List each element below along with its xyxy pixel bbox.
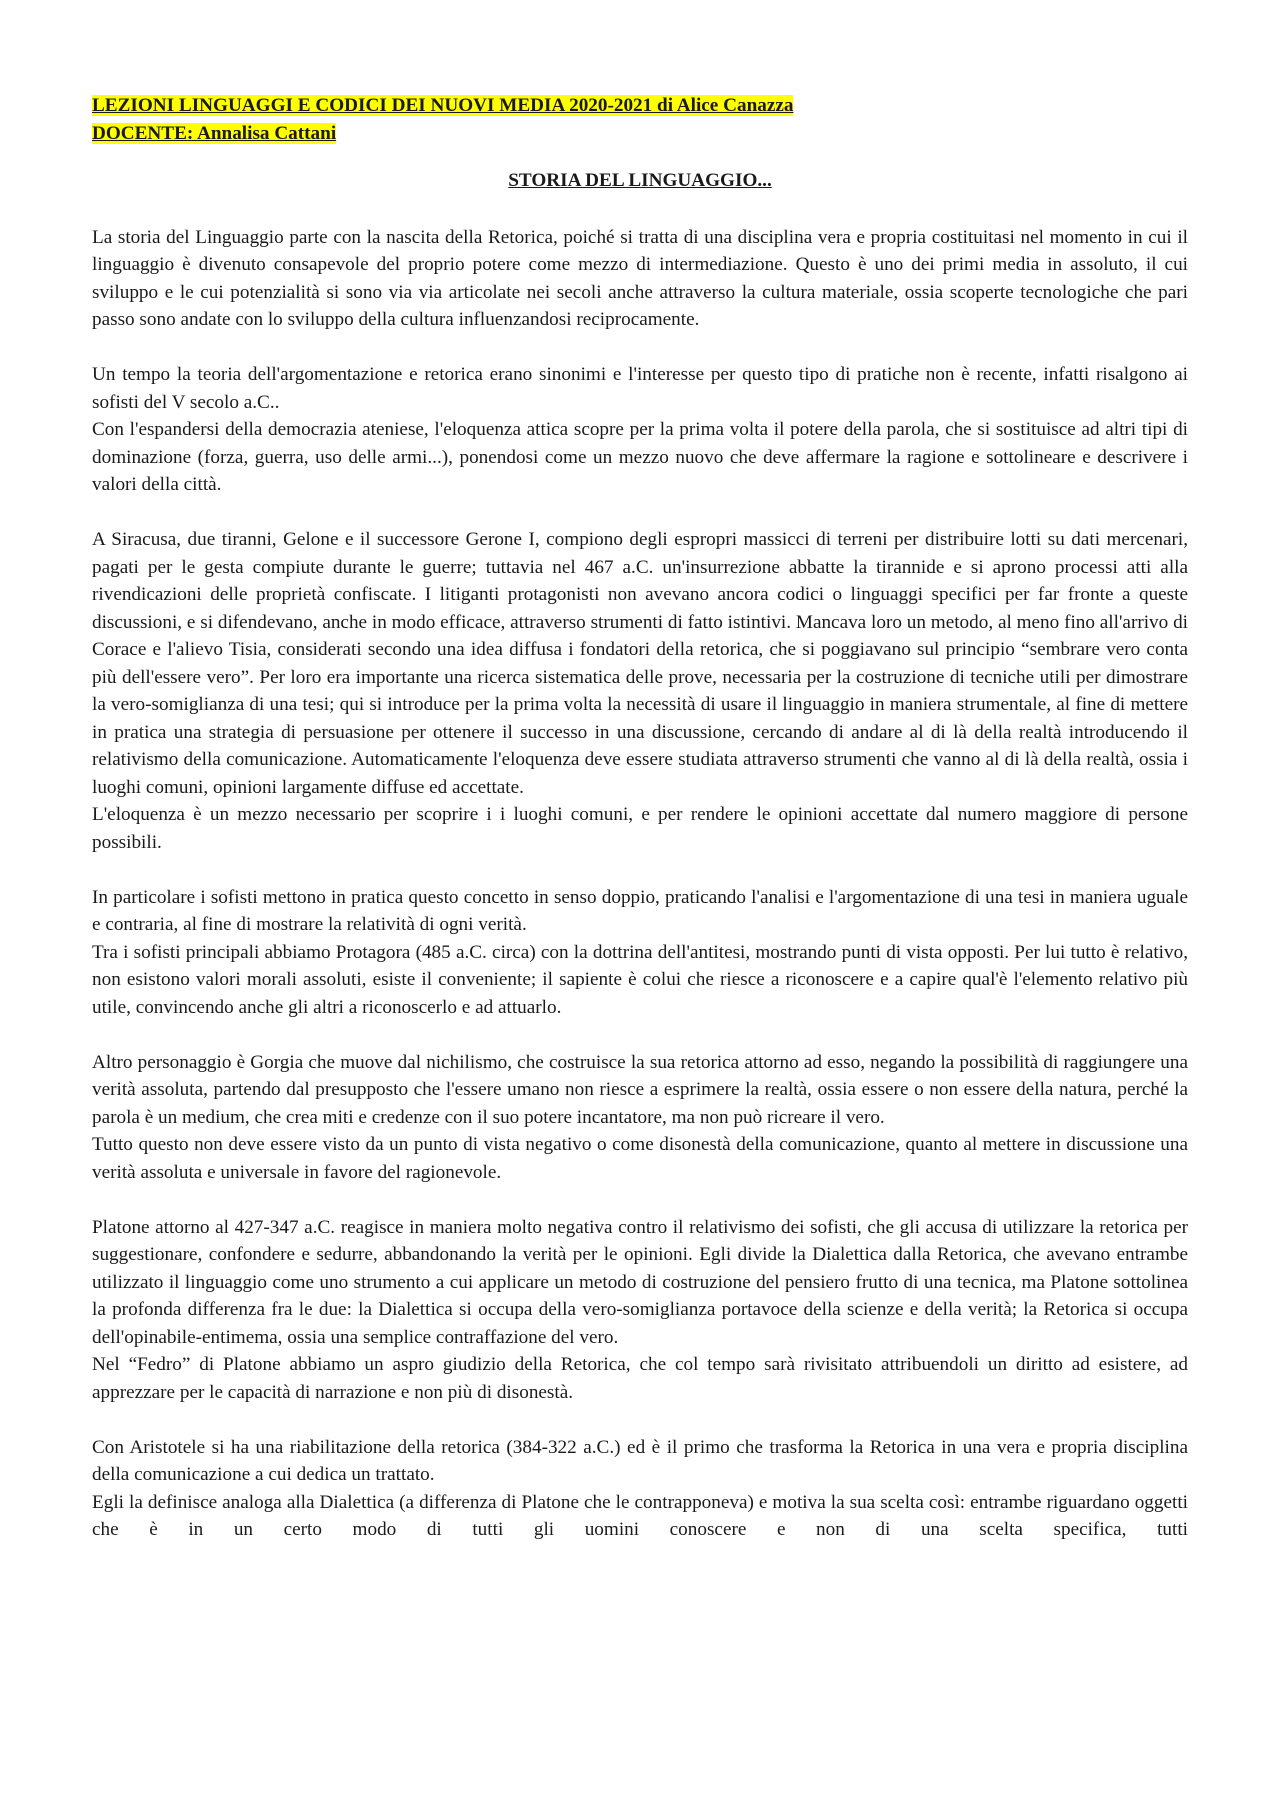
paragraph: Egli la definisce analoga alla Dialettica (a differenza di Platone che le contrapponeva) e motiva la sua scelta così: entrambe riguardano oggetti che è in un certo modo di tutti gli uomini conoscere e non di una scelta specifica, tutti (92, 1491, 1188, 1540)
paragraph: Tutto questo non deve essere visto da un punto di vista negativo o come disonestà della comunicazione, quanto al mettere in discussione una verità assoluta e universale in favore del ragionevole. (92, 1134, 1188, 1183)
section-6 (92, 1214, 1188, 1407)
section-3 (92, 526, 1188, 856)
section-4 (92, 884, 1188, 1022)
section-2 (92, 361, 1188, 499)
paragraph: Platone attorno al 427-347 a.C. reagisce in maniera molto negativa contro il relativismo dei sofisti, che gli accusa di utilizzare la retorica per suggestionare, confondere e sedurre, abbandonando la verità per le opinioni. Egli divide la Dialettica dalla Retorica, che avevano entrambe utilizzato il linguaggio come uno strumento a cui applicare un metodo di costruzione del pensiero frutto di una tecnica, ma Platone sottolinea la profonda differenza fra le due: la Dialettica si occupa della vero-somiglianza portavoce della scienze e della verità; la Retorica si occupa dell'opinabile-entimema, ossia una semplice contraffazione del vero. (92, 1216, 1188, 1348)
section-7 (92, 1434, 1188, 1544)
paragraph: Nel “Fedro” di Platone abbiamo un aspro giudizio della Retorica, che col tempo sarà rivisitato attribuendoli un diritto ad esistere, ad apprezzare per le capacità di narrazione e non più di disonestà. (92, 1354, 1188, 1403)
paragraph: Un tempo la teoria dell'argomentazione e retorica erano sinonimi e l'interesse per questo tipo di pratiche non è recente, infatti risalgono ai sofisti del V secolo a.C.. (92, 364, 1188, 413)
paragraph: In particolare i sofisti mettono in pratica questo concetto in senso doppio, praticando l'analisi e l'argomentazione di una tesi in maniera uguale e contraria, al fine di mostrare la relatività di ogni verità. (92, 886, 1188, 935)
paragraph: La storia del Linguaggio parte con la nascita della Retorica, poiché si tratta di una disciplina vera e propria costituitasi nel momento in cui il linguaggio è divenuto consapevole del proprio potere come mezzo di intermediazione. Questo è uno dei primi media in assoluto, il cui sviluppo e le cui potenzialità si sono via via articolate nei secoli anche attraverso la cultura materiale, ossia scoperte tecnologiche che pari passo sono andate con lo sviluppo della cultura influenzandosi reciprocamente. (92, 226, 1188, 330)
paragraph: A Siracusa, due tiranni, Gelone e il successore Gerone I, compiono degli espropri massicci di terreni per distribuire lotti su dati mercenari, pagati per le gesta compiute durante le guerre; tuttavia nel 467 a.C. un'insurrezione abbatte la tirannide e si aprono processi atti alla rivendicazioni delle proprietà confiscate. I litiganti protagonisti non avevano ancora codici o linguaggi specifici per far fronte a queste discussioni, e si difendevano, anche in modo efficace, attraverso strumenti di fatto istintivi. Mancava loro un metodo, al meno fino all'arrivo di Corace e l'alievo Tisia, considerati secondo una idea diffusa i fondatori della retorica, che si poggiavano sul principio “sembrare vero conta più dell'essere vero”. Per loro era importante una ricerca sistematica delle prove, necessaria per la costruzione di tecniche utili per dimostrare la vero-somiglianza di una tesi; qui si introduce per la prima volta la necessità di usare il linguaggio in maniera strumentale, al fine di mettere in pratica una strategia di persuasione per ottenere il successo in una discussione, cercando di andare al di là della realtà introducendo il relativismo della comunicazione. Automaticamente l'eloquenza deve essere studiata attraverso strumenti che vanno al di là della realtà, ossia i luoghi comuni, opinioni largamente diffuse ed accettate. (92, 529, 1188, 798)
section-1 (92, 224, 1188, 334)
course-title: LEZIONI LINGUAGGI E CODICI DEI NUOVI MEDIA 2020-2021 di Alice Canazza (92, 95, 794, 116)
document-header (92, 92, 1188, 147)
document-page (92, 92, 1188, 1571)
paragraph: Altro personaggio è Gorgia che muove dal nichilismo, che costruisce la sua retorica attorno ad esso, negando la possibilità di raggiungere una verità assoluta, partendo dal presupposto che l'essere umano non riesce a esprimere la realtà, ossia essere o non essere della natura, perché la parola è un medium, che crea miti e credenze con il suo potere incantatore, ma non può ricreare il vero. (92, 1051, 1188, 1128)
paragraph: L'eloquenza è un mezzo necessario per scoprire i i luoghi comuni, e per rendere le opinioni accettate dal numero maggiore di persone possibili. (92, 804, 1188, 853)
section-5 (92, 1049, 1188, 1187)
paragraph: Con Aristotele si ha una riabilitazione della retorica (384-322 a.C.) ed è il primo che trasforma la Retorica in una vera e propria disciplina della comunicazione a cui dedica un trattato. (92, 1436, 1188, 1485)
section-title: STORIA DEL LINGUAGGIO... (508, 170, 772, 191)
paragraph: Con l'espandersi della democrazia ateniese, l'eloquenza attica scopre per la prima volta il potere della parola, che si sostituisce ad altri tipi di dominazione (forza, guerra, uso delle armi...), ponendosi come un mezzo nuovo che deve affermare la ragione e sottolineare e descrivere i valori della città. (92, 419, 1188, 495)
teacher-name: DOCENTE: Annalisa Cattani (92, 122, 337, 144)
paragraph: Tra i sofisti principali abbiamo Protagora (485 a.C. circa) con la dottrina dell'antitesi, mostrando punti di vista opposti. Per lui tutto è relativo, non esistono valori morali assoluti, esiste il conveniente; il sapiente è colui che riesce a riconoscere e a capire qual'è l'elemento relativo più utile, convincendo anche gli altri a riconoscerlo e ad attuarlo. (92, 941, 1188, 1018)
